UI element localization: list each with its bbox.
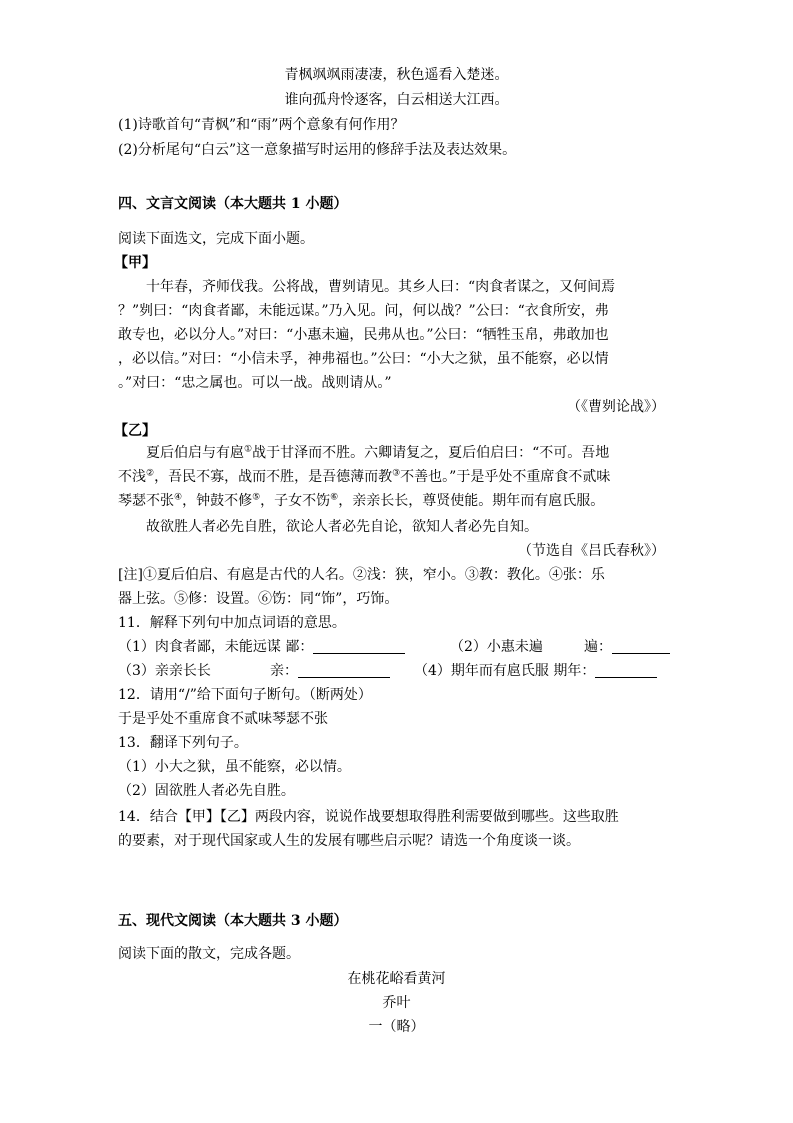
jia-line-2: ？”刿曰：“肉食者鄙，未能远谋。”乃入见。问，何以战？”公曰：“衣食所安，弗 [118,303,609,319]
question-11-item-2-word: 遍： [584,639,612,655]
answer-blank-3[interactable] [298,663,390,678]
footnote-marker: ① [244,444,253,455]
note-line-1: [注]①夏后伯启、有扈是古代的人名。②浅：狭，窄小。③教：教化。④张：乐 [118,567,605,583]
yi-line-4: 故欲胜人者必先自胜，欲论人者必先自论，欲知人者必先自知。 [146,519,538,535]
essay-author: 乔叶 [382,995,411,1011]
yi-text: ，子女不饬 [260,493,331,509]
yi-text: 战于甘泽而不胜。六卿请复之，夏后伯启曰：“不可。吾地 [252,445,610,461]
poem-question-1: (1)诗歌首句“青枫”和“雨”两个意象有何作用？ [118,117,405,133]
question-11-item-4: （4）期年而有扈氏服 期年： [414,663,596,679]
question-12-text: 于是乎处不重席食不贰味琴瑟不张 [118,711,328,727]
yi-text: 夏后伯启与有扈 [146,445,244,461]
question-11-row-4 [414,662,657,680]
question-13-item-1: （1）小大之狱，虽不能察，必以情。 [118,759,351,775]
question-13: 13．翻译下列句子。 [118,735,248,751]
footnote-marker: ⑥ [330,492,339,503]
section-4-heading: 四、文言文阅读（本大题共 1 小题） [118,196,348,212]
footnote-marker: ② [146,468,155,479]
yi-line-3 [118,492,604,510]
jia-line-1: 十年春，齐师伐我。公将战，曹刿请见。其乡人曰：“肉食者谋之，又何间焉 [146,279,616,295]
essay-part-1: 一（略） [368,1019,425,1035]
question-12: 12．请用“/”给下面句子断句。（断两处） [118,687,372,703]
yi-text: ，钟鼓不修 [182,493,253,509]
poem-line-1: 青枫飒飒雨凄凄，秋色遥看入楚迷。 [284,67,509,83]
yi-text: 不善也。”于是乎处不重席食不贰味 [400,469,611,485]
jia-label: 【甲】 [114,255,156,271]
question-11-item-2: （2）小惠未遍 [450,639,543,655]
question-11-item-3: （3）亲亲长长 [118,663,211,679]
question-11-row-1 [118,638,405,656]
section-4-intro: 阅读下面选文，完成下面小题。 [118,231,314,247]
answer-blank-4[interactable] [595,663,657,678]
yi-line-1 [146,444,609,462]
answer-blank-2[interactable] [612,639,670,654]
essay-title: 在桃花峪看黄河 [347,971,446,987]
footnote-marker: ③ [392,468,401,479]
note-line-2: 器上弦。⑤修：设置。⑥饬：同“饰”，巧饰。 [118,591,399,607]
question-14-line-1: 14．结合【甲】【乙】两段内容，说说作战要想取得胜利需要做到哪些。这些取胜 [118,809,619,825]
jia-line-3: 敢专也，必以分人。”对曰：“小惠未遍，民弗从也。”公曰：“牺牲玉帛，弗敢加也 [118,327,609,343]
question-11-row-2 [584,638,670,656]
poem-line-2: 谁向孤舟怜逐客，白云相送大江西。 [284,92,509,108]
section-5-intro: 阅读下面的散文，完成各题。 [118,946,300,962]
yi-label: 【乙】 [114,423,156,439]
yi-source: （节选自《吕氏春秋》） [518,543,665,559]
question-11-item-3-word: 亲： [270,663,298,679]
question-11-item-1: （1）肉食者鄙，未能远谋 鄙： [118,639,314,655]
question-11: 11．解释下列句中加点词语的意思。 [118,615,346,631]
footnote-marker: ④ [174,492,183,503]
yi-text: 琴瑟不张 [118,493,174,509]
question-11-row-3 [270,662,390,680]
yi-text: ，亲亲长长，尊贤使能。期年而有扈氏服。 [338,493,605,509]
poem-question-2: (2)分析尾句“白云”这一意象描写时运用的修辞手法及表达效果。 [118,142,517,158]
jia-line-5: 。”对曰：“忠之属也。可以一战。战则请从。” [118,375,392,391]
jia-source: （《曹刿论战》） [567,399,665,415]
footnote-marker: ⑤ [252,492,261,503]
question-14-line-2: 的要素，对于现代国家或人生的发展有哪些启示呢？请选一个角度谈一谈。 [118,833,580,849]
section-5-heading: 五、现代文阅读（本大题共 3 小题） [118,913,348,929]
jia-line-4: ，必以信。”对曰：“小信未孚，神弗福也。”公曰：“小大之狱，虽不能察，必以情 [118,351,609,367]
answer-blank-1[interactable] [313,639,405,654]
yi-line-2 [118,468,610,486]
yi-text: ，吾民不寡，战而不胜，是吾德薄而教 [154,469,393,485]
question-13-item-2: （2）固欲胜人者必先自胜。 [118,783,295,799]
yi-text: 不浅 [118,469,146,485]
